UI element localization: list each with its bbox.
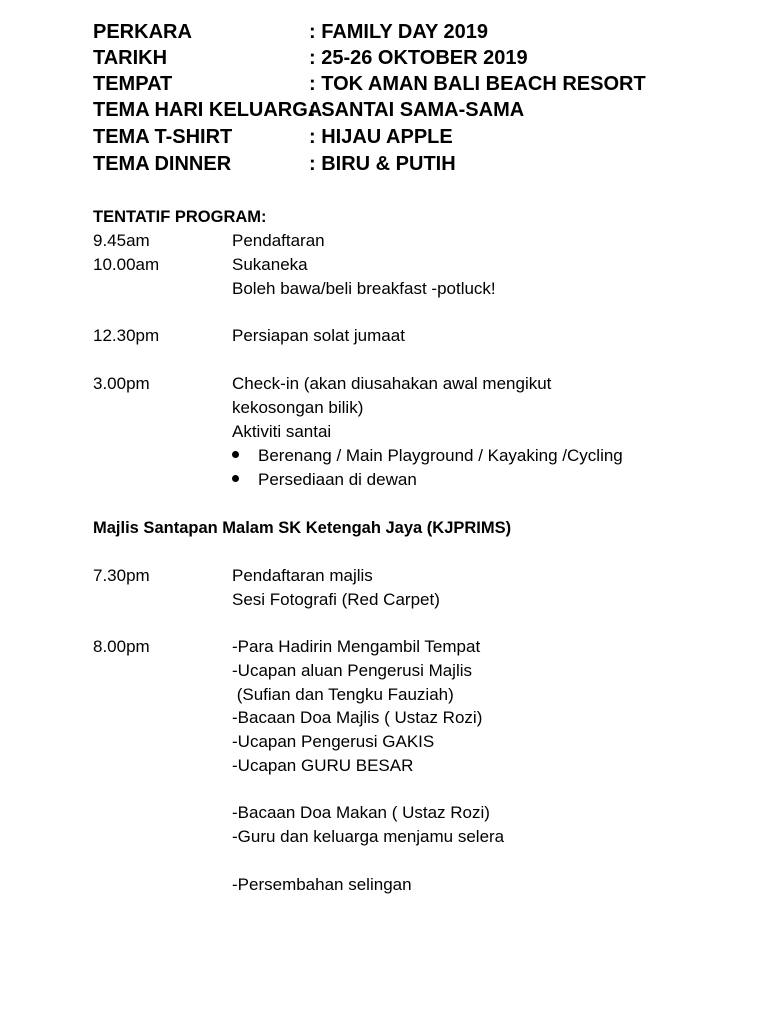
info-row-tema-dinner (93, 151, 456, 177)
dinner-item: -Para Hadirin Mengambil Tempat (232, 637, 481, 656)
info-value: : 25-26 OKTOBER 2019 (309, 47, 528, 69)
info-value: : TOK AMAN BALI BEACH RESORT (309, 73, 646, 95)
dinner-item: Pendaftaran majlis (232, 566, 373, 585)
info-row-tema-tshirt (93, 124, 453, 150)
info-row-tarikh (93, 45, 528, 71)
program-item: Sukaneka (232, 255, 308, 274)
program-time: 12.30pm (93, 326, 160, 345)
bullet-icon (232, 475, 239, 482)
dinner-item: -Bacaan Doa Makan ( Ustaz Rozi) (232, 803, 490, 822)
dinner-item: -Persembahan selingan (232, 875, 412, 894)
program-time: 10.00am (93, 255, 160, 274)
dinner-item: -Bacaan Doa Majlis ( Ustaz Rozi) (232, 708, 483, 727)
bullet-icon (232, 451, 239, 458)
bullet-item (232, 445, 623, 467)
bullet-text: Berenang / Main Playground / Kayaking /Cycling (258, 446, 623, 465)
info-label: TEMA T-SHIRT (93, 126, 233, 148)
program-item: Check-in (akan diusahakan awal mengikut (232, 374, 552, 393)
bullet-item (232, 469, 417, 491)
program-time: 9.45am (93, 231, 150, 250)
program-time: 3.00pm (93, 374, 150, 393)
dinner-item: -Ucapan GURU BESAR (232, 756, 414, 775)
dinner-item: (Sufian dan Tengku Fauziah) (232, 685, 454, 704)
info-value: : FAMILY DAY 2019 (309, 21, 488, 43)
dinner-time: 8.00pm (93, 637, 150, 656)
info-label: PERKARA (93, 21, 192, 43)
dinner-item: -Guru dan keluarga menjamu selera (232, 827, 505, 846)
info-row-perkara (93, 19, 488, 45)
info-row-tema-hari-keluarga (93, 97, 524, 123)
info-label: TEMPAT (93, 73, 173, 95)
info-label: TARIKH (93, 47, 168, 69)
info-row-tempat (93, 71, 646, 97)
info-value: : BIRU & PUTIH (309, 153, 456, 175)
program-item: Aktiviti santai (232, 422, 332, 441)
program-item: Pendaftaran (232, 231, 325, 250)
dinner-time: 7.30pm (93, 566, 150, 585)
program-item: Persiapan solat jumaat (232, 326, 405, 345)
dinner-item: -Ucapan aluan Pengerusi Majlis (232, 661, 473, 680)
info-value: : HIJAU APPLE (309, 126, 453, 148)
info-value: : SANTAI SAMA-SAMA (309, 99, 525, 121)
program-item: kekosongan bilik) (232, 398, 364, 417)
info-label: TEMA HARI KELUARGA (93, 99, 323, 121)
info-label: TEMA DINNER (93, 153, 232, 175)
bullet-text: Persediaan di dewan (258, 470, 417, 489)
dinner-heading: Majlis Santapan Malam SK Ketengah Jaya (KJPRIMS) (93, 519, 512, 537)
dinner-item: Sesi Fotografi (Red Carpet) (232, 590, 440, 609)
dinner-item: -Ucapan Pengerusi GAKIS (232, 732, 435, 751)
program-item: Boleh bawa/beli breakfast -potluck! (232, 279, 496, 298)
tentatif-heading: TENTATIF PROGRAM: (93, 208, 267, 226)
